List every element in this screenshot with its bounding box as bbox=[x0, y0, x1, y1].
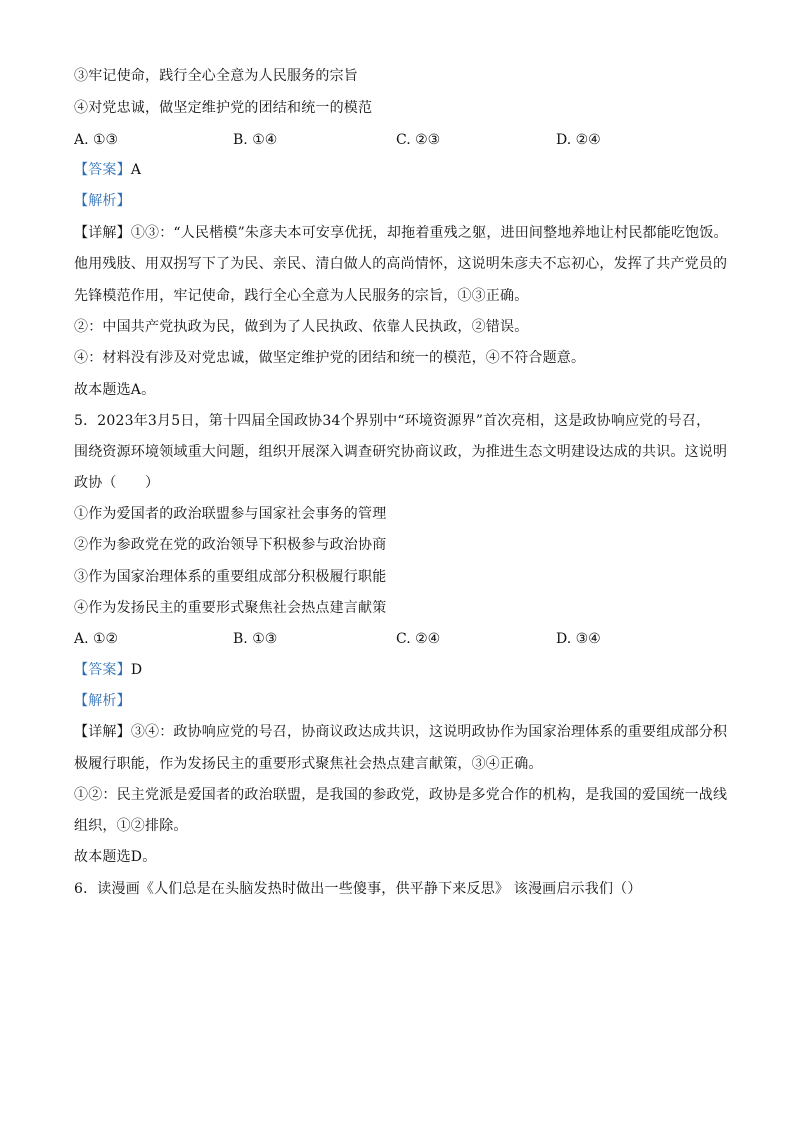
detail-text: ①③：“人民楷模”朱彦夫本可安享优抚，却拖着重残之躯，进田间整地养地让村民都能吃饱饭。 bbox=[130, 225, 728, 241]
q4-detail-line: ④：材料没有涉及对党忠诚，做坚定维护党的团结和统一的模范，④不符合题意。 bbox=[74, 350, 586, 366]
detail-text: ③④：政协响应党的号召，协商议政达成共识，这说明政协作为国家治理体系的重要组成部分积 bbox=[130, 724, 728, 740]
answer-tag: 【答案】 bbox=[74, 162, 131, 178]
q5-option-3: ③作为国家治理体系的重要组成部分积极履行职能 bbox=[74, 569, 387, 585]
q4-choice-d: D. ②④ bbox=[556, 132, 601, 148]
detail-tag: 【详解】 bbox=[74, 724, 131, 740]
q5-detail-line: ①②：民主党派是爱国者的政治联盟，是我国的参政党，政协是多党合作的机构，是我国的爱国统一战线 bbox=[74, 787, 728, 803]
q4-choice-c: C. ②③ bbox=[396, 132, 441, 148]
q4-detail-line: ②：中国共产党执政为民，做到为了人民执政、依靠人民执政，②错误。 bbox=[74, 319, 529, 335]
q6-stem: 6．读漫画《人们总是在头脑发热时做出一些傻事，供平静下来反思》 该漫画启示我们（） bbox=[74, 881, 642, 897]
q5-stem-line: 5．2023年3月5日，第十四届全国政协34个界别中“环境资源界”首次亮相，这是政协响应党的号召， bbox=[74, 413, 711, 429]
analysis-tag: 【解析】 bbox=[74, 693, 131, 709]
analysis-tag: 【解析】 bbox=[74, 193, 131, 209]
q5-choice-d: D. ③④ bbox=[556, 631, 601, 647]
q5-choice-c: C. ②④ bbox=[396, 631, 441, 647]
q4-detail-line: 先锋模范作用，牢记使命，践行全心全意为人民服务的宗旨，①③正确。 bbox=[74, 288, 529, 304]
q4-option-3: ③牢记使命，践行全心全意为人民服务的宗旨 bbox=[74, 68, 358, 84]
q5-stem-line: 政协（ ） bbox=[74, 475, 160, 491]
detail-tag: 【详解】 bbox=[74, 225, 131, 241]
q4-choice-b: B. ①④ bbox=[233, 132, 278, 148]
q4-detail-line: 他用残肢、用双拐写下了为民、亲民、清白做人的高尚情怀，这说明朱彦夫不忘初心，发挥了共产党员的 bbox=[74, 256, 728, 272]
q5-choice-a: A. ①② bbox=[74, 631, 119, 647]
q5-detail-line bbox=[74, 722, 727, 742]
q4-detail-line bbox=[74, 223, 728, 243]
q4-option-4: ④对党忠诚，做坚定维护党的团结和统一的模范 bbox=[74, 100, 373, 116]
q5-conclusion: 故本题选D。 bbox=[74, 849, 157, 865]
answer-value: D bbox=[130, 662, 143, 678]
answer-value: A bbox=[130, 162, 142, 178]
q5-option-1: ①作为爱国者的政治联盟参与国家社会事务的管理 bbox=[74, 506, 387, 522]
q4-answer-line bbox=[74, 160, 141, 180]
q5-detail-line: 极履行职能，作为发扬民主的重要形式聚焦社会热点建言献策，③④正确。 bbox=[74, 756, 543, 772]
q5-detail-line: 组织，①②排除。 bbox=[74, 818, 188, 834]
q5-answer-line bbox=[74, 660, 142, 680]
answer-tag: 【答案】 bbox=[74, 662, 131, 678]
q5-option-2: ②作为参政党在党的政治领导下积极参与政治协商 bbox=[74, 537, 387, 553]
q4-conclusion: 故本题选A。 bbox=[74, 382, 156, 398]
q4-choice-a: A. ①③ bbox=[74, 132, 119, 148]
q5-choice-b: B. ①③ bbox=[233, 631, 278, 647]
q5-stem-line: 围绕资源环境领域重大问题，组织开展深入调查研究协商议政，为推进生态文明建设达成的共识。这说明 bbox=[74, 444, 728, 460]
q5-option-4: ④作为发扬民主的重要形式聚焦社会热点建言献策 bbox=[74, 600, 387, 616]
